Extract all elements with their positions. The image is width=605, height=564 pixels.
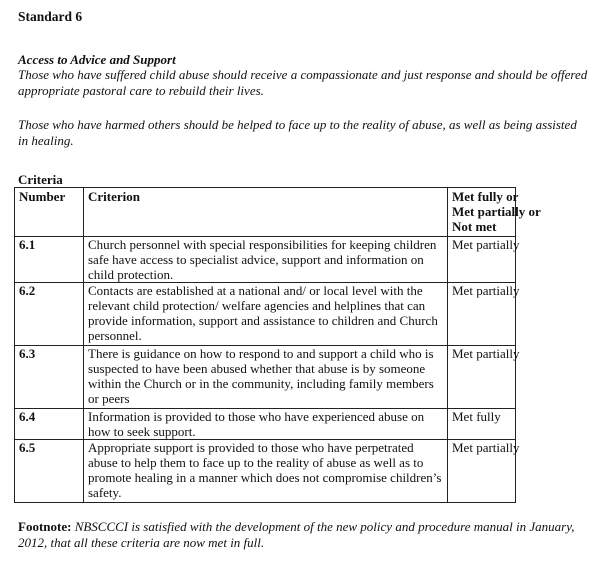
footnote bbox=[18, 519, 598, 551]
row-number: 6.4 bbox=[15, 409, 84, 440]
row-criterion: Information is provided to those who have experienced abuse on how to seek support. bbox=[84, 409, 448, 440]
header-criterion: Criterion bbox=[84, 188, 448, 237]
row-criterion: Contacts are established at a national and/ or local level with the relevant child protection/ welfare agencies and helplines that can provide information, support and assistance to children and Church personnel. bbox=[84, 283, 448, 346]
header-met-status bbox=[448, 188, 541, 237]
row-status: Met partially bbox=[448, 346, 516, 409]
footnote-text: NBSCCCI is satisfied with the development of the new policy and procedure manual in January, 2012, that all these criteria are now met in full. bbox=[18, 519, 575, 550]
header-met-line-2: Met partially or bbox=[452, 204, 541, 219]
footnote-label: Footnote: bbox=[18, 519, 72, 534]
section-title: Access to Advice and Support bbox=[18, 52, 176, 67]
header-met-line-3: Not met bbox=[452, 219, 497, 234]
intro-paragraph-2: Those who have harmed others should be helped to face up to the reality of abuse, as well as being assisted in healing. bbox=[18, 117, 577, 148]
row-number: 6.5 bbox=[15, 440, 84, 503]
table-header-row bbox=[15, 188, 516, 237]
row-status: Met fully bbox=[448, 409, 516, 440]
table-row bbox=[15, 237, 516, 283]
table-row bbox=[15, 440, 516, 503]
row-status: Met partially bbox=[448, 237, 516, 283]
intro-paragraph-1: Those who have suffered child abuse should receive a compassionate and just response and should be offered appropriate pastoral care to rebuild their lives. bbox=[18, 67, 588, 98]
row-criterion: Church personnel with special responsibilities for keeping children safe have access to specialist advice, support and information on child protection. bbox=[84, 237, 448, 283]
row-status: Met partially bbox=[448, 283, 516, 346]
header-number: Number bbox=[15, 188, 84, 237]
header-met-line-1: Met fully or bbox=[452, 189, 519, 204]
standard-title: Standard 6 bbox=[18, 9, 83, 24]
row-criterion: There is guidance on how to respond to and support a child who is suspected to have been abused whether that abuse is by someone within the Church or in the community, including family members or peers bbox=[84, 346, 448, 409]
row-number: 6.2 bbox=[15, 283, 84, 346]
criteria-label: Criteria bbox=[18, 172, 63, 187]
criteria-table bbox=[14, 187, 541, 503]
row-number: 6.3 bbox=[15, 346, 84, 409]
row-number: 6.1 bbox=[15, 237, 84, 283]
row-status: Met partially bbox=[448, 440, 516, 503]
table-row bbox=[15, 409, 516, 440]
table-row bbox=[15, 283, 516, 346]
row-criterion: Appropriate support is provided to those who have perpetrated abuse to help them to face up to the reality of abuse as well as to promote healing in a manner which does not compromise children’s safety. bbox=[84, 440, 448, 503]
table-row bbox=[15, 346, 516, 409]
